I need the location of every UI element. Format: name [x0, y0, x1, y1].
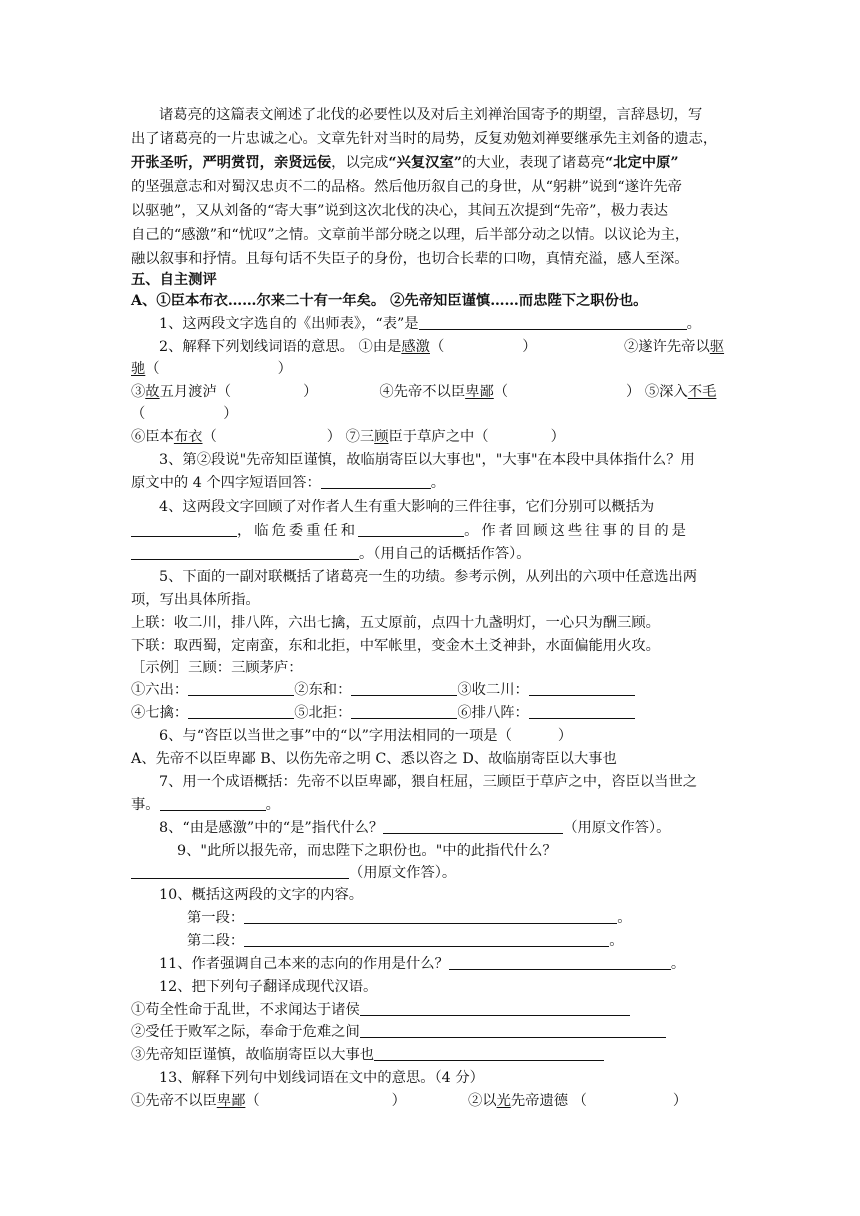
question-8-text: 8、“由是感激”中的“是”指代什么？ [159, 820, 384, 836]
intro-line-2: 出了诸葛亮的一片忠诚之心。文章先针对当时的局势，反复劝勉刘禅要继承先主刘备的遗志， [131, 131, 718, 147]
item-6-text: ⑥臣本 [131, 429, 174, 445]
paren-close: ） [391, 1093, 406, 1109]
paren-close: ） [303, 384, 318, 400]
sentence-2: ②受任于败军之际，奉命于危难之间 [131, 1024, 360, 1040]
sentence-1: ①苟全性命于乱世，不求闻达于诸侯 [131, 1002, 360, 1018]
question-9-line-1: 9、"此所以报先帝，而忠陛下之职份也。"中的此指代什么？ [177, 843, 557, 859]
answer-blank-q11[interactable] [449, 954, 671, 970]
intro-text-1: ，以完成 [331, 155, 389, 171]
intro-line-4: 的坚强意志和对蜀汉忠贞不二的品格。然后他历叙自己的身世，从“躬耕”说到“遂许先帝 [131, 179, 682, 195]
question-3-line-1: 3、第②段说"先帝知臣谨慎，故临崩寄臣以大事也"，"大事"在本段中具体指什么？用 [159, 452, 695, 468]
answer-blank-q7[interactable] [160, 795, 266, 811]
intro-bold-2: “兴复汉室” [388, 155, 462, 171]
item-liuchu: ①六出： [131, 682, 189, 698]
answer-blank-q4-1[interactable] [131, 521, 237, 537]
question-7-text: 事。 [131, 797, 160, 813]
question-10-part-2 [187, 931, 787, 953]
paren-open: （ [429, 339, 445, 355]
part-2-label: 第二段： [187, 933, 245, 949]
answer-blank-q5-1[interactable] [188, 680, 294, 696]
part-1-end: 。 [617, 910, 632, 926]
item-shouerchuan: ③收二川： [457, 682, 529, 698]
answer-blank-q5-4[interactable] [188, 703, 294, 719]
paren-open: （ [145, 361, 160, 377]
part-2-end: 。 [609, 933, 624, 949]
question-4-line-2 [131, 521, 731, 543]
question-4-text-a: ，临危委重任和 [237, 523, 359, 539]
question-1 [159, 314, 759, 336]
paren-open: （ [245, 1093, 260, 1109]
question-3-line-2 [131, 473, 731, 495]
question-7-end: 。 [265, 797, 280, 813]
question-12: 12、把下列句子翻译成现代汉语。 [159, 979, 378, 995]
question-7-line-2 [131, 795, 731, 817]
question-2-line-3 [131, 382, 731, 404]
answer-blank-q4-2[interactable] [358, 521, 464, 537]
paren-open: （ [493, 384, 509, 400]
question-4-line-3 [131, 544, 731, 566]
item-1-text: ①先帝不以臣 [131, 1093, 217, 1109]
answer-blank-q1[interactable] [419, 314, 687, 330]
part-1-label: 第一段： [187, 910, 245, 926]
question-2-item-2 [624, 337, 734, 359]
underlined-word-6: 布衣 [173, 429, 203, 445]
question-5-items-row-1 [131, 680, 731, 702]
answer-blank-q12-2[interactable] [360, 1022, 666, 1038]
item-paibazhen: ⑥排八阵： [457, 705, 529, 721]
underlined-word-beibi: 卑鄙 [216, 1093, 246, 1109]
question-11 [159, 954, 759, 976]
underlined-word-2b: 驰 [131, 361, 146, 377]
answer-blank-q3[interactable] [321, 473, 431, 489]
answer-blank-q5-2[interactable] [351, 680, 457, 696]
question-10: 10、概括这两段的文字的内容。 [159, 887, 364, 903]
answer-blank-q4-3[interactable] [131, 544, 359, 560]
question-8-end: （用原文作答）。 [563, 820, 671, 836]
paren-close: ） [672, 1093, 688, 1109]
paren-close: ） [277, 361, 292, 377]
item-beiju: ⑤北拒： [294, 705, 352, 721]
underlined-word-4: 卑鄙 [465, 384, 494, 400]
question-2-line-4 [131, 404, 731, 426]
question-9-line-2 [131, 863, 731, 885]
question-3-end: 。 [430, 475, 446, 491]
question-5-line-2: 项，写出具体所指。 [131, 592, 260, 608]
answer-blank-q9[interactable] [131, 863, 349, 879]
question-4-end: 。（用自己的话概括作答）。 [359, 546, 531, 562]
question-13-items [131, 1091, 731, 1113]
item-2-rest: 先帝遗德 （ [510, 1093, 587, 1109]
part-a-heading: A、①臣本布衣……尔来二十有一年矣。 ②先帝知臣谨慎……而忠陛下之职份也。 [131, 293, 648, 309]
underlined-word-2a: 驱 [709, 339, 725, 355]
answer-blank-q10-1[interactable] [244, 908, 617, 924]
question-4-line-1: 4、这两段文字回顾了对作者人生有重大影响的三件往事，它们分别可以概括为 [159, 499, 655, 515]
answer-blank-q12-3[interactable] [374, 1045, 604, 1061]
intro-line-6: 自己的“感激”和“忧叹”之情。文章前半部分晓之以理，后半部分动之以情。以议论为主， [131, 227, 690, 243]
question-12-sentence-2 [131, 1022, 731, 1044]
paren-open: （ [131, 406, 146, 422]
paren-close: ） [522, 339, 537, 355]
item-2-text: ②以 [467, 1093, 497, 1109]
item-qiqin: ④七擒： [131, 705, 189, 721]
answer-blank-q5-6[interactable] [529, 703, 635, 719]
item-3-number: ③ [131, 384, 146, 400]
question-8 [159, 818, 759, 840]
question-6 [159, 726, 759, 748]
intro-bold-1: 开张圣听，严明赏罚，亲贤远佞 [131, 155, 332, 171]
intro-bold-3: “北定中原” [604, 155, 679, 171]
question-1-text: 1、这两段文字选自的《出师表》，“表”是 [159, 316, 419, 332]
item-donghe: ②东和： [294, 682, 352, 698]
item-5-text: ） ⑤深入 [626, 384, 688, 400]
question-12-sentence-1 [131, 1000, 731, 1022]
question-2-line-5 [131, 427, 731, 449]
answer-blank-q5-3[interactable] [529, 680, 635, 696]
intro-line-5: 以驱驰”，又从刘备的“寄大事”说到这次北伐的决心，其间五次提到“先帝”，极力表达 [131, 203, 668, 219]
couplet-upper: 上联：收二川，排八阵，六出七擒，五丈原前，点四十九盏明灯，一心只为酬三顾。 [131, 615, 660, 631]
paren-close: ） [550, 429, 565, 445]
question-4-text-b: 。作者回顾这些往事的目的是 [464, 523, 689, 539]
question-1-end: 。 [686, 316, 701, 332]
question-5-line-1: 5、下面的一副对联概括了诸葛亮一生的功绩。参考示例，从列出的六项中任意选出两 [159, 569, 698, 585]
paren-close: ） [557, 728, 573, 744]
answer-blank-q10-2[interactable] [244, 931, 609, 947]
underlined-word-1: 感激 [401, 339, 430, 355]
intro-line-7: 融以叙事和抒情。且每句话不失臣子的身份，也切合长辈的口吻，真情充溢，感人至深。 [131, 251, 689, 267]
intro-line-1: 诸葛亮的这篇表文阐述了北伐的必要性以及对后主刘禅治国寄予的期望，言辞恳切，写 [159, 107, 703, 123]
question-6-text: 6、与“咨臣以当世之事”中的“以”字用法相同的一项是（ [159, 728, 512, 744]
question-2-item-2-text: ②遂许先帝以 [624, 339, 710, 355]
item-3-text: 五月渡泸（ [159, 384, 232, 400]
item-4-text: ④先帝不以臣 [379, 384, 466, 400]
question-7-line-1: 7、用一个成语概括：先帝不以臣卑鄙，猥自枉屈，三顾臣于草庐之中，咨臣以当世之 [159, 774, 698, 790]
example: ［示例］三顾：三顾茅庐： [131, 660, 303, 676]
underlined-word-5: 不毛 [687, 384, 717, 400]
question-3-text: 原文中的 4 个四字短语回答： [131, 475, 321, 491]
question-9-end: （用原文作答）。 [349, 865, 457, 881]
underlined-word-guang: 光 [496, 1093, 511, 1109]
question-2-text: 2、解释下列划线词语的意思。 ①由是 [159, 339, 402, 355]
answer-blank-q5-5[interactable] [351, 703, 457, 719]
answer-blank-q8[interactable] [383, 818, 563, 834]
paren-close: ） [223, 406, 238, 422]
question-12-sentence-3 [131, 1045, 731, 1067]
question-5-items-row-2 [131, 703, 731, 725]
section-title: 五、自主测评 [131, 272, 217, 288]
answer-blank-q12-1[interactable] [360, 1000, 630, 1016]
paren-open: （ [202, 429, 217, 445]
item-7-text: ） ⑦三 [326, 429, 375, 445]
question-13: 13、解释下列句中划线词语在文中的意思。（4 分） [159, 1070, 484, 1086]
question-11-text: 11、作者强调自己本来的志向的作用是什么？ [159, 956, 449, 972]
couplet-lower: 下联：取西蜀，定南蛮，东和北拒，中军帐里，变金木土爻神卦，水面偏能用火攻。 [131, 638, 660, 654]
sentence-3: ③先帝知臣谨慎，故临崩寄臣以大事也 [131, 1047, 375, 1063]
underlined-word-7: 顾 [374, 429, 389, 445]
question-2-line-2 [131, 359, 731, 381]
underlined-word-3: 故 [145, 384, 160, 400]
question-6-options: A、先帝不以臣卑鄙 B、以伤先帝之明 C、悉以咨之 D、故临崩寄臣以大事也 [131, 751, 617, 767]
intro-text-2: 的大业，表现了诸葛亮 [461, 155, 605, 171]
intro-line-3 [131, 153, 731, 175]
item-7-rest: 臣于草庐之中（ [388, 429, 489, 445]
question-11-end: 。 [670, 956, 686, 972]
question-10-part-1 [187, 908, 787, 930]
